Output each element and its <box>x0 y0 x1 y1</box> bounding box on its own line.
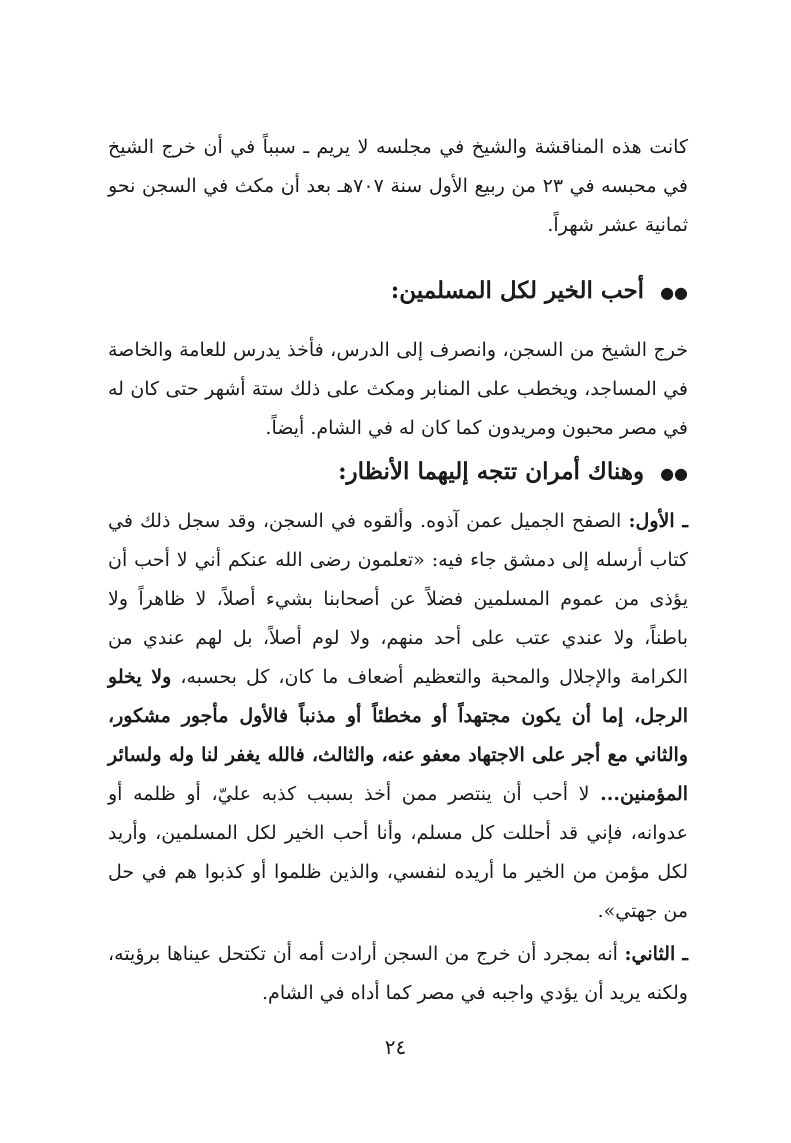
section-heading-two-matters <box>108 452 688 494</box>
second-matter-paragraph <box>108 935 688 1013</box>
double-bullet-icon: ●● <box>660 464 688 483</box>
first-matter-paragraph <box>108 502 688 931</box>
first-matter-label: ـ الأول: <box>628 510 688 532</box>
first-matter-bold-quote: ولا يخلو الرجل، إما أن يكون مجتهداً أو مخطئاً أو مذنباً فالأول مأجور مشكور، والثاني مع أجر على الاجتهاد معفو عنه، والثالث، فالله يغفر لنا وله ولسائر المؤمنين... <box>108 666 688 805</box>
double-bullet-icon: ●● <box>660 283 688 302</box>
section-heading-text: أحب الخير لكل المسلمين: <box>390 277 645 304</box>
release-paragraph: خرج الشيخ من السجن، وانصرف إلى الدرس، فأخذ يدرس للعامة والخاصة في المساجد، ويخطب على المنابر ومكث على ذلك ستة أشهر حتى كان له في مصر محبون ومريدون كما كان له في الشام. أيضاً. <box>108 339 688 439</box>
second-matter-text: أنه بمجرد أن خرج من السجن أرادت أمه أن تكتحل عيناها برؤيته، ولكنه يريد أن يؤدي واجبه في مصر كما أداه في الشام. <box>108 943 688 1004</box>
second-matter-label: ـ الثاني: <box>624 943 688 965</box>
section-heading-text: وهناك أمران تتجه إليهما الأنظار: <box>338 458 645 485</box>
first-matter-rest: لا أحب أن ينتصر ممن أخذ بسبب كذبه عليّ، أو ظلمه أو عدوانه، فإني قد أحللت كل مسلم، وأنا أحب الخير لكل المسلمين، وأريد لكل مؤمن من الخير ما أريده لنفسي، والذين ظلموا أو كذبوا هم في حل من جهتي». <box>108 783 688 922</box>
intro-paragraph: كانت هذه المناقشة والشيخ في مجلسه لا يريم ـ سبباً في أن خرج الشيخ في محبسه في ٢٣ من ربيع الأول سنة ٧٠٧هـ بعد أن مكث في السجن نحو ثمانية عشر شهراً. <box>108 136 689 236</box>
page-number: ٢٤ <box>384 1035 407 1059</box>
section-heading-love-goodness <box>108 271 688 313</box>
page-body <box>108 128 688 1017</box>
first-matter-text: الصفح الجميل عمن آذوه. وألقوه في السجن، وقد سجل ذلك في كتاب أرسله إلى دمشق جاء فيه: «تعلمون رضى الله عنكم أني لا أحب أن يؤذى من عموم المسلمين فضلاً عن أصحابنا بشيء أصلاً، لا ظاهراً ولا باطناً، ولا عندي عتب على أحد منهم، ولا لوم أصلاً، بل لهم عندي من الكرامة والإجلال والمحبة والتعظيم أضعاف ما كان، كل بحسبه، <box>108 510 688 688</box>
